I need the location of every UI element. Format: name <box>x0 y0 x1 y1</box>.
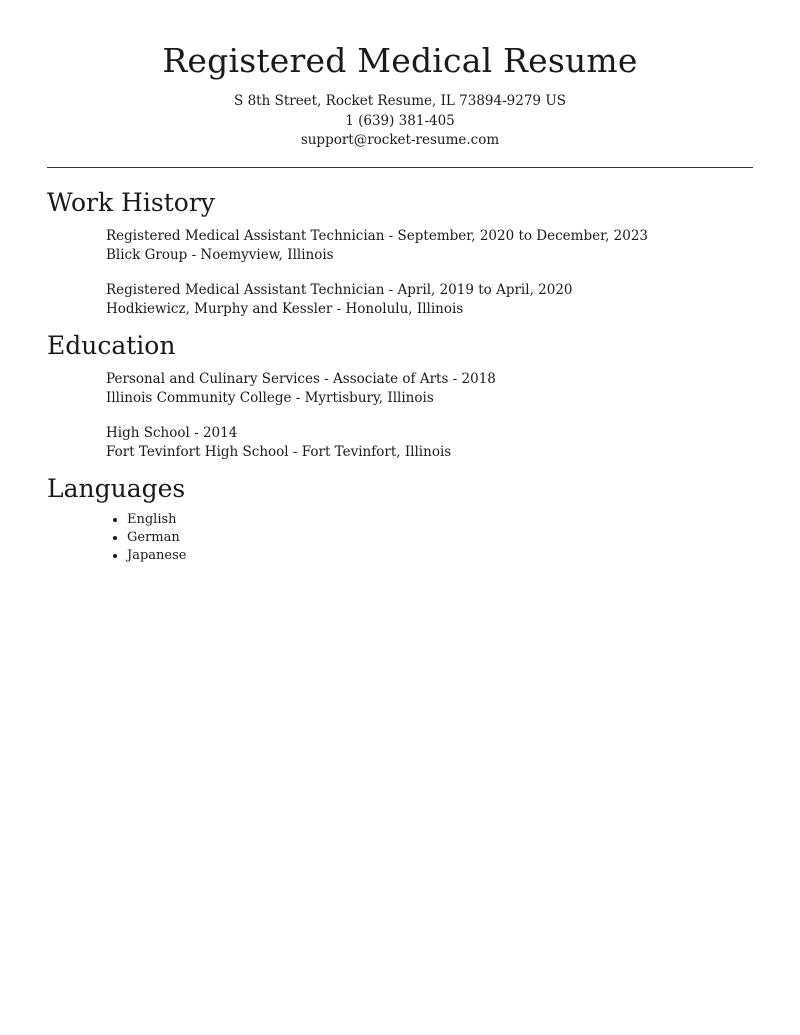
contact-email: support@rocket-resume.com <box>300 132 500 148</box>
education-entry-degree: High School - 2014 <box>106 425 238 441</box>
education-entry-school: Fort Tevinfort High School - Fort Tevinfort, Illinois <box>106 443 452 460</box>
education-section <box>47 329 753 461</box>
work-entry-position: Registered Medical Assistant Technician - April, 2019 to April, 2020 <box>106 282 573 298</box>
education-entry <box>106 424 753 461</box>
resume-title: Registered Medical Resume <box>162 41 638 80</box>
education-entries <box>106 370 753 461</box>
languages-list <box>47 511 753 564</box>
work-entry-position: Registered Medical Assistant Technician - September, 2020 to December, 2023 <box>106 228 649 244</box>
language-item: • German <box>127 529 753 547</box>
work-entry-company: Blick Group - Noemyview, Illinois <box>106 246 334 263</box>
work-history-heading: Work History <box>47 188 215 217</box>
language-item: • English <box>127 511 753 529</box>
work-entry <box>106 227 753 264</box>
education-entry-degree: Personal and Culinary Services - Associate of Arts - 2018 <box>106 371 496 387</box>
resume-header <box>0 0 800 151</box>
contact-phone: 1 (639) 381-405 <box>345 112 455 129</box>
work-entry-company: Hodkiewicz, Murphy and Kessler - Honolulu, Illinois <box>106 300 464 317</box>
contact-address: S 8th Street, Rocket Resume, IL 73894-9279 US <box>234 93 566 109</box>
language-item: • Japanese <box>127 547 753 565</box>
contact-info <box>0 92 800 151</box>
education-entry-school: Illinois Community College - Myrtisbury, Illinois <box>106 389 434 406</box>
work-history-entries <box>106 227 753 318</box>
education-heading: Education <box>47 331 176 360</box>
languages-section <box>47 472 753 564</box>
education-entry <box>106 370 753 407</box>
languages-heading: Languages <box>47 474 186 503</box>
work-entry <box>106 281 753 318</box>
header-divider <box>47 167 753 168</box>
work-history-section <box>47 186 753 318</box>
